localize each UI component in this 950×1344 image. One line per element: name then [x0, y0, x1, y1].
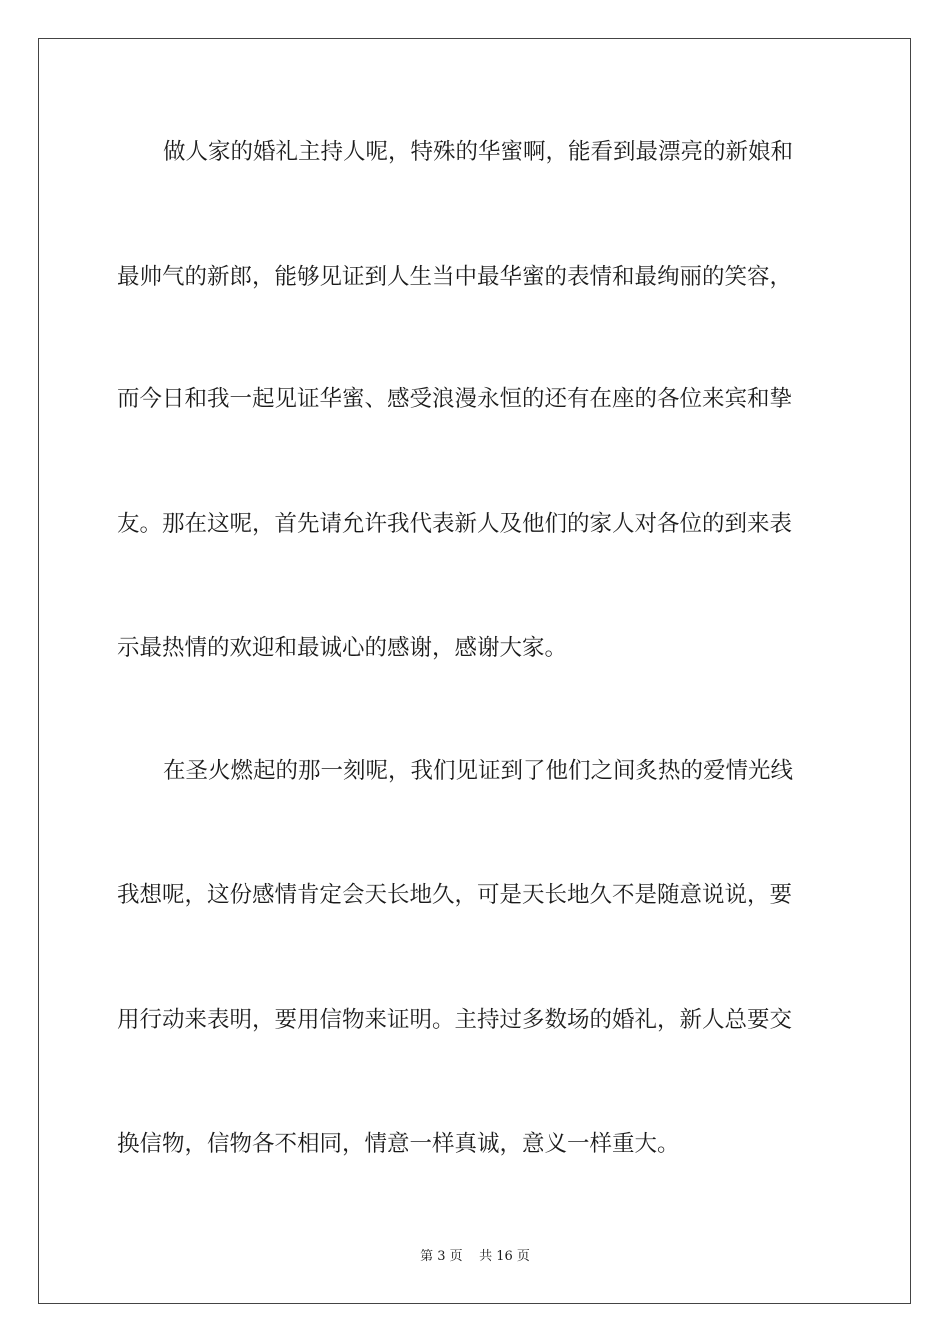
paragraph-line: 示最热情的欢迎和最诚心的感谢，感谢大家。 — [117, 635, 568, 661]
paragraph-line: 在圣火燃起的那一刻呢，我们见证到了他们之间炙热的爱情光线 — [163, 758, 794, 784]
page-number-footer: 第 3 页 共 16 页 — [420, 1249, 530, 1264]
paragraph-line: 而今日和我一起见证华蜜、感受浪漫永恒的还有在座的各位来宾和挚 — [117, 386, 793, 412]
paragraph-line: 做人家的婚礼主持人呢，特殊的华蜜啊，能看到最漂亮的新娘和 — [163, 139, 794, 165]
paragraph-line: 最帅气的新郎，能够见证到人生当中最华蜜的表情和最绚丽的笑容， — [117, 264, 793, 290]
paragraph-line: 换信物，信物各不相同，情意一样真诚，意义一样重大。 — [117, 1131, 680, 1157]
paragraph-line: 我想呢，这份感情肯定会天长地久，可是天长地久不是随意说说，要 — [117, 882, 793, 908]
paragraph-line: 用行动来表明，要用信物来证明。主持过多数场的婚礼，新人总要交 — [117, 1007, 793, 1033]
page-border — [38, 38, 911, 1304]
paragraph-line: 友。那在这呢，首先请允许我代表新人及他们的家人对各位的到来表 — [117, 511, 793, 537]
